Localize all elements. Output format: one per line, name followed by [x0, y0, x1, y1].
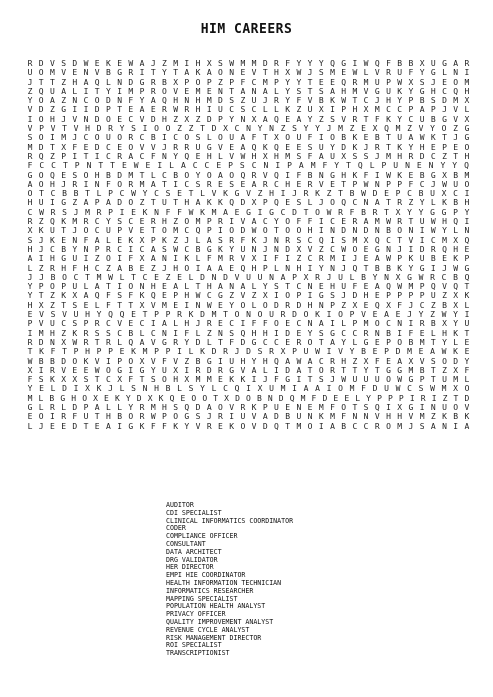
grid-row: F C C T P N T T E W E I L A C C E P S C N I P A M F Y T Q L P U N E N Y Y Q [27, 161, 469, 171]
word-list-item: MAPPING SPECIALIST [166, 594, 238, 603]
word-list-item: REVENUE CYCLE ANALYST [166, 625, 250, 634]
grid-row: W B B D O K V I P O X V F V Z B G I U H Y H Q A W A C R H Z X F E A X V S O D Y [27, 356, 470, 366]
puzzle-title: HIM CAREERS [200, 22, 293, 37]
grid-row: O T C B B T L P C W Y C S E T L V K G V Z H I J R K Z T B W D E P C B U X C I [27, 189, 470, 199]
word-list-item: CLINICAL INFORMATICS COORDINATOR [166, 516, 294, 525]
grid-row: F S K X X S T C X F T S O H X M M E K K I J F G I T S J W U U U O W G P T U M L [27, 375, 470, 385]
grid-row: E O I R F U T H B O R W P O G S J R I U V A D B U N K M F N N V H H V M Z K B K [27, 412, 470, 422]
grid-row: S O I M J C O U O R C B I C O S L O U A F T X O U F I O B K E B T U A W K T J G [27, 133, 470, 143]
grid-row: H U I G Z A P A D O Z T U T H A K K Q D X P Q E S L J O Q C N A T R Z Y L K B H [27, 198, 470, 208]
word-list-item: INFORMATICS RESEARCHER [166, 586, 254, 595]
word-list-item: ROI SPECIALIST [166, 641, 222, 650]
grid-row: Y T Z K X A Q F S F K Q E P H W C G Z V Z X I O P I G S J D H E P P P P U Z X K [27, 291, 470, 301]
word-list-item: DATA ARCHITECT [166, 547, 222, 556]
word-list [166, 502, 486, 658]
word-list-item: COMPLIANCE OFFICER [166, 532, 238, 541]
grid-row: R Q Z P I T I C R A C F N Y Q E H L V W H X H M S F A U X S S J M H R D C Z T H [27, 151, 470, 161]
grid-row: G O Q E S O H B D M T L C B O Y O A O Q R V Q I F B N G H K F I W K E B G X B M [27, 170, 470, 180]
grid-row: L J E E D T E A I G K F F K Y V R E K O V D Q T M O I A B C C R O M J S A N I A [27, 421, 470, 431]
word-list-item: HER DIRECTOR [166, 563, 214, 572]
word-list-item: TRANSCRIPTIONIST [166, 649, 230, 658]
grid-row: M L B G H O X E K Y D X K Q E O O T X D O B N D Q M F D E E L Y P P P I R I Z T D [27, 393, 470, 403]
grid-row: J T T Z H A Q L N D G R B X P O P Z P F C M P Y Y T E E Q R M U P W X S J E O M [27, 77, 470, 87]
grid-row: A I H G U I Z O I F X A N I K L F M R V X I F I Z C R M I J E A W P K U B E K P [27, 254, 470, 264]
grid-row: R D V S D W E K E W A J Z M I H X S W M M D R F Y Y Y Q G I W Q F B B X U G A R [27, 59, 470, 68]
word-list-item: POPULATION HEALTH ANALYST [166, 602, 266, 611]
grid-row: Z Q U A L I T Y I M P R O V E M E N T A N A L Y S T S A H M V G U K Y G H C Q H [27, 86, 470, 96]
grid-row: A O H J R I N F O R M A T I C S R E S E A R C H E R V E T P W N P P F C J W U O [27, 179, 470, 189]
grid-row: S J K E N F A L E K X P K Z J L A S R F K J N R S C Q I S M X Q C T V I C M X Q [27, 235, 470, 245]
grid-row: P V U C S P R C V E C I A L H J R E C I F F O E C N A I L P M O C N I R B X Y U [27, 319, 470, 329]
grid-row: X I R V E E W O G I G Y U X I R D R G V A L I D A T O R T T Y T G G M B T Z X F [27, 365, 470, 375]
grid-row: R Z Q K M R C Y S C E R H Z O M P R I V A C Y O F F I C E R A M W R T U W H Q I [27, 217, 470, 227]
grid-row: I M H Z K R S S C B L C N I F L Z N S Q H H I D E Y S G C C R N B I F E L H K T [27, 328, 470, 338]
grid-row: Y O A Z N C O D N F Y A Q H N H M D S Z U J R Y F V B K W T C J H Y P B S D M X [27, 96, 470, 106]
word-list-item: DRG VALIDATOR [166, 555, 218, 564]
word-list-item: CONSULTANT [166, 539, 206, 548]
grid-row: M D T X F E D C E O V V J R R U G V E A Q K Q E E S U Y D K J R T K Y H E P E O [27, 142, 470, 152]
grid-row: V P V T V H D R Y S I O O Z Z T D X C N Y N Z S Y Y J M Z E X Q M Z V Y O Z G [27, 124, 470, 134]
grid-row: I O H J V N D O E C V D H Z X Z D P Y N X A Q E A Y Z S V R T F K Y C U B G V X [27, 114, 470, 124]
word-list-item: RISK MANAGEMENT DIRECTOR [166, 633, 262, 642]
word-list-item: AUDITOR [166, 501, 194, 509]
grid-row: T K F T P H P P E K M P P I L K D R J D S R X P U W I V Y B E P D M E A W K E [27, 347, 470, 357]
grid-row: R D N X W R T R L Q A V G R Y D L T F D G C C E R O T A Y L G E P O B M T Y L E [27, 337, 470, 347]
grid-row: J J B O C T M W L T C E Z E L D N D V U U N A P X R J U L B Y N X G W R C B Q [27, 272, 470, 282]
grid-row: C W R S J M R P I E K N F F W K M A E G I G C D T O W R F B R T X Y Y G G P Y [27, 207, 470, 217]
word-list-item: EMPI HIE COORDINATOR [166, 571, 246, 580]
word-list-item: CODER [166, 524, 186, 533]
grid-row: X K U T J O C U P V E T O M C Q P I O D W O T O O H I N D N D N B O N I W Y L N [27, 226, 470, 236]
grid-row: L Z R H F H C Z A B E Z J H O I A A E Q H P L N H I Y N J Q T B B K Y G I J W G [27, 263, 470, 273]
grid-row: E V S V U H Y Q Q E T P P R K D M T O N O U R D O K I O P V E A E J Y Z W Y I [27, 310, 470, 320]
grid-row: Y P O P U L A T I O N H E A L T H A N A L Y S T C N E H U F E A Q W M P Q V Q T [27, 282, 470, 292]
word-search-grid [25, 59, 472, 431]
grid-row: H X Z T S E L F T T X V M E I N W E Y O L O D R D H N P Z X E Q X F J C Z B X L [27, 300, 470, 310]
grid-row: Y E L D I X K J L S N H B L S Y L C Q I X U M I A A I O M F D U W C S W M X O [27, 384, 470, 394]
grid-row: G L R L D P A L L Y R M H S Q D A O V R K P U E N E M F O T S Q I X G I N U O V [27, 402, 470, 412]
word-list-item: PRIVACY OFFICER [166, 610, 226, 619]
grid-row: V D Z G I I D P T E A E R W R H I U C S C L L K Z U X I P H X M C C P A P J V L [27, 105, 470, 115]
word-list-item: HEALTH INFORMATION TECHNICIAN [166, 578, 282, 587]
grid-row: U O M V E N V B G R I T Y T A K A O N E V T H X W J S M E W L V R U F Y G L N I [27, 68, 470, 78]
word-list-item: CDI SPECIALIST [166, 508, 222, 517]
word-list-item: QUALITY IMPROVEMENT ANALYST [166, 617, 274, 626]
grid-row: H J C B Y N P R C I C A S W C B G K Y U N J N D X V Z C W O E G N J I D R Q H E [27, 244, 470, 254]
